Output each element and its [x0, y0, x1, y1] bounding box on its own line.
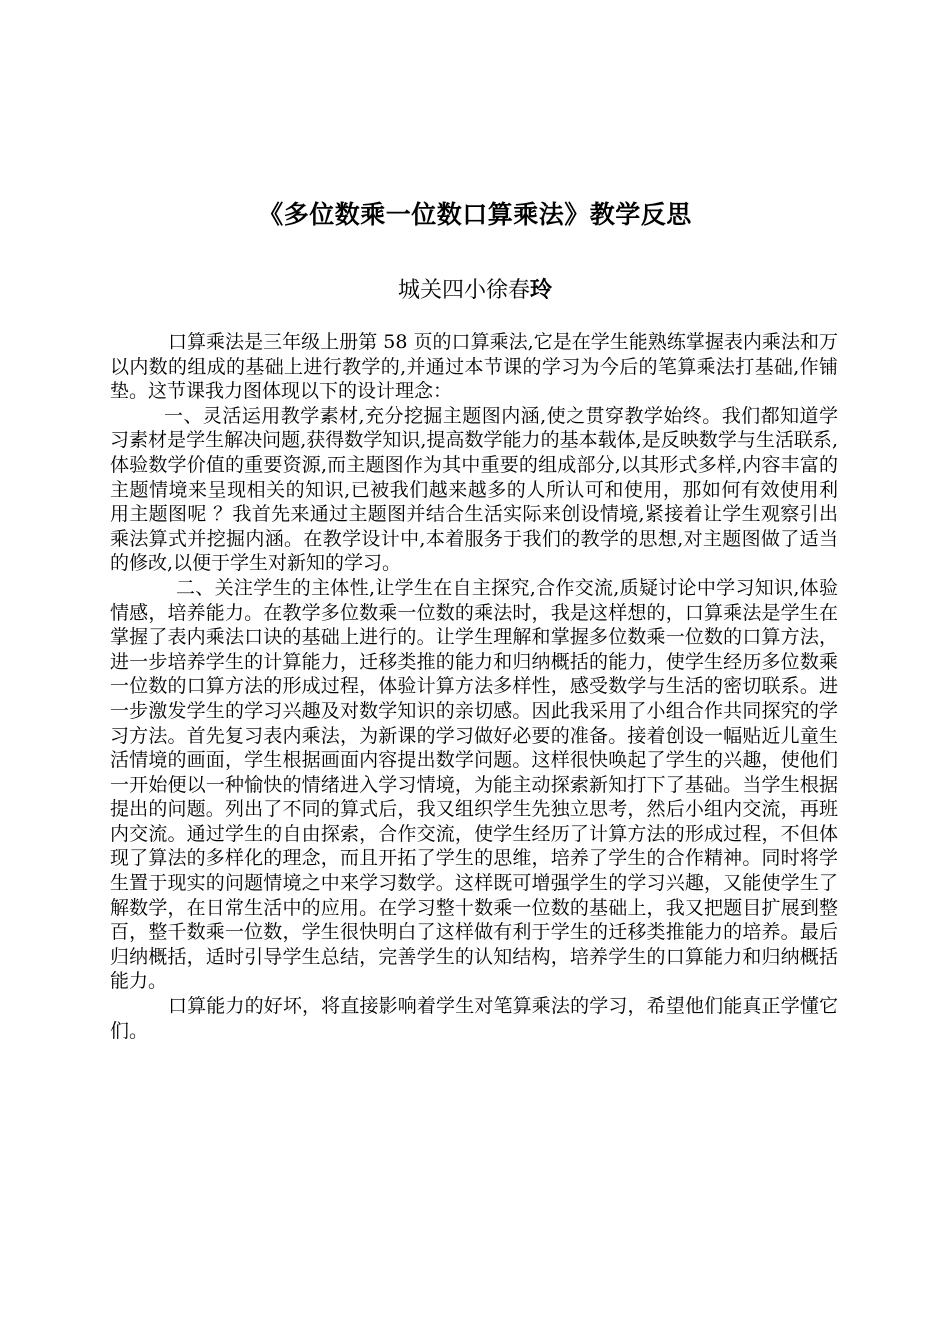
document-body	[110, 330, 838, 1043]
author-name: 城关四小徐春	[397, 278, 530, 303]
author-name-last-char: 玲	[530, 277, 553, 303]
paragraph-conclusion: 口算能力的好坏，将直接影响着学生对笔算乘法的学习，希望他们能真正学懂它们。	[110, 995, 838, 1042]
paragraph-point-one: 一、灵活运用教学素材,充分挖掘主题图内涵,使之贯穿教学始终。我们都知道学习素材是学生解决问题,获得数学知识,提高数学能力的基本载体,是反映数学与生活联系,体验数学价值的重要资源,而主题图作为其中重要的组成部分,以其形式多样,内容丰富的主题情境来呈现相关的知识,已被我们越来越多的人所认可和使用，那如何有效使用利用主题图呢 ？我首先来通过主题图并结合生活实际来创设情境,紧接着让学生观察引出乘法算式并挖掘内涵。在教学设计中,本着服务于我们的教学的思想,对主题图做了适当的修改,以便于学生对新知的学习。	[110, 404, 838, 575]
paragraph-intro: 口算乘法是三年级上册第 58 页的口算乘法,它是在学生能熟练掌握表内乘法和万以内数的组成的基础上进行教学的,并通过本节课的学习为今后的笔算乘法打基础,作铺垫。这节课我力图体现以下的设计理念：	[110, 331, 838, 403]
document-title: 《多位数乘一位数口算乘法》教学反思	[258, 200, 692, 229]
author-line	[0, 276, 950, 305]
paragraph-point-two: 二、关注学生的主体性,让学生在自主探究,合作交流,质疑讨论中学习知识,体验情感，培养能力。在教学多位数乘一位数的乘法时，我是这样想的，口算乘法是学生在掌握了表内乘法口诀的基础上进行的。让学生理解和掌握多位数乘一位数的口算方法，进一步培养学生的计算能力，迁移类推的能力和归纳概括的能力，使学生经历多位数乘一位数的口算方法的形成过程，体验计算方法多样性，感受数学与生活的密切联系。进一步激发学生的学习兴趣及对数学知识的亲切感。因此我采用了小组合作共同探究的学习方法。首先复习表内乘法，为新课的学习做好必要的准备。接着创设一幅贴近儿童生活情境的画面，学生根据画面内容提出数学问题。这样很快唤起了学生的兴趣，使他们一开始便以一种愉快的情绪进入学习情境，为能主动探索新知打下了基础。当学生根据提出的问题。列出了不同的算式后，我又组织学生先独立思考，然后小组内交流，再班内交流。通过学生的自由探索，合作交流，使学生经历了计算方法的形成过程，不但体现了算法的多样化的理念，而且开拓了学生的思维，培养了学生的合作精神。同时将学生置于现实的问题情境之中来学习数学。这样既可增强学生的学习兴趣，又能使学生了解数学，在日常生活中的应用。在学习整十数乘一位数的基础上，我又把题目扩展到整百，整千数乘一位数，学生很快明白了这样做有利于学生的迁移类推能力的培养。最后归纳概括，适时引导学生总结，完善学生的认知结构，培养学生的口算能力和归纳概括能力。	[110, 576, 838, 993]
